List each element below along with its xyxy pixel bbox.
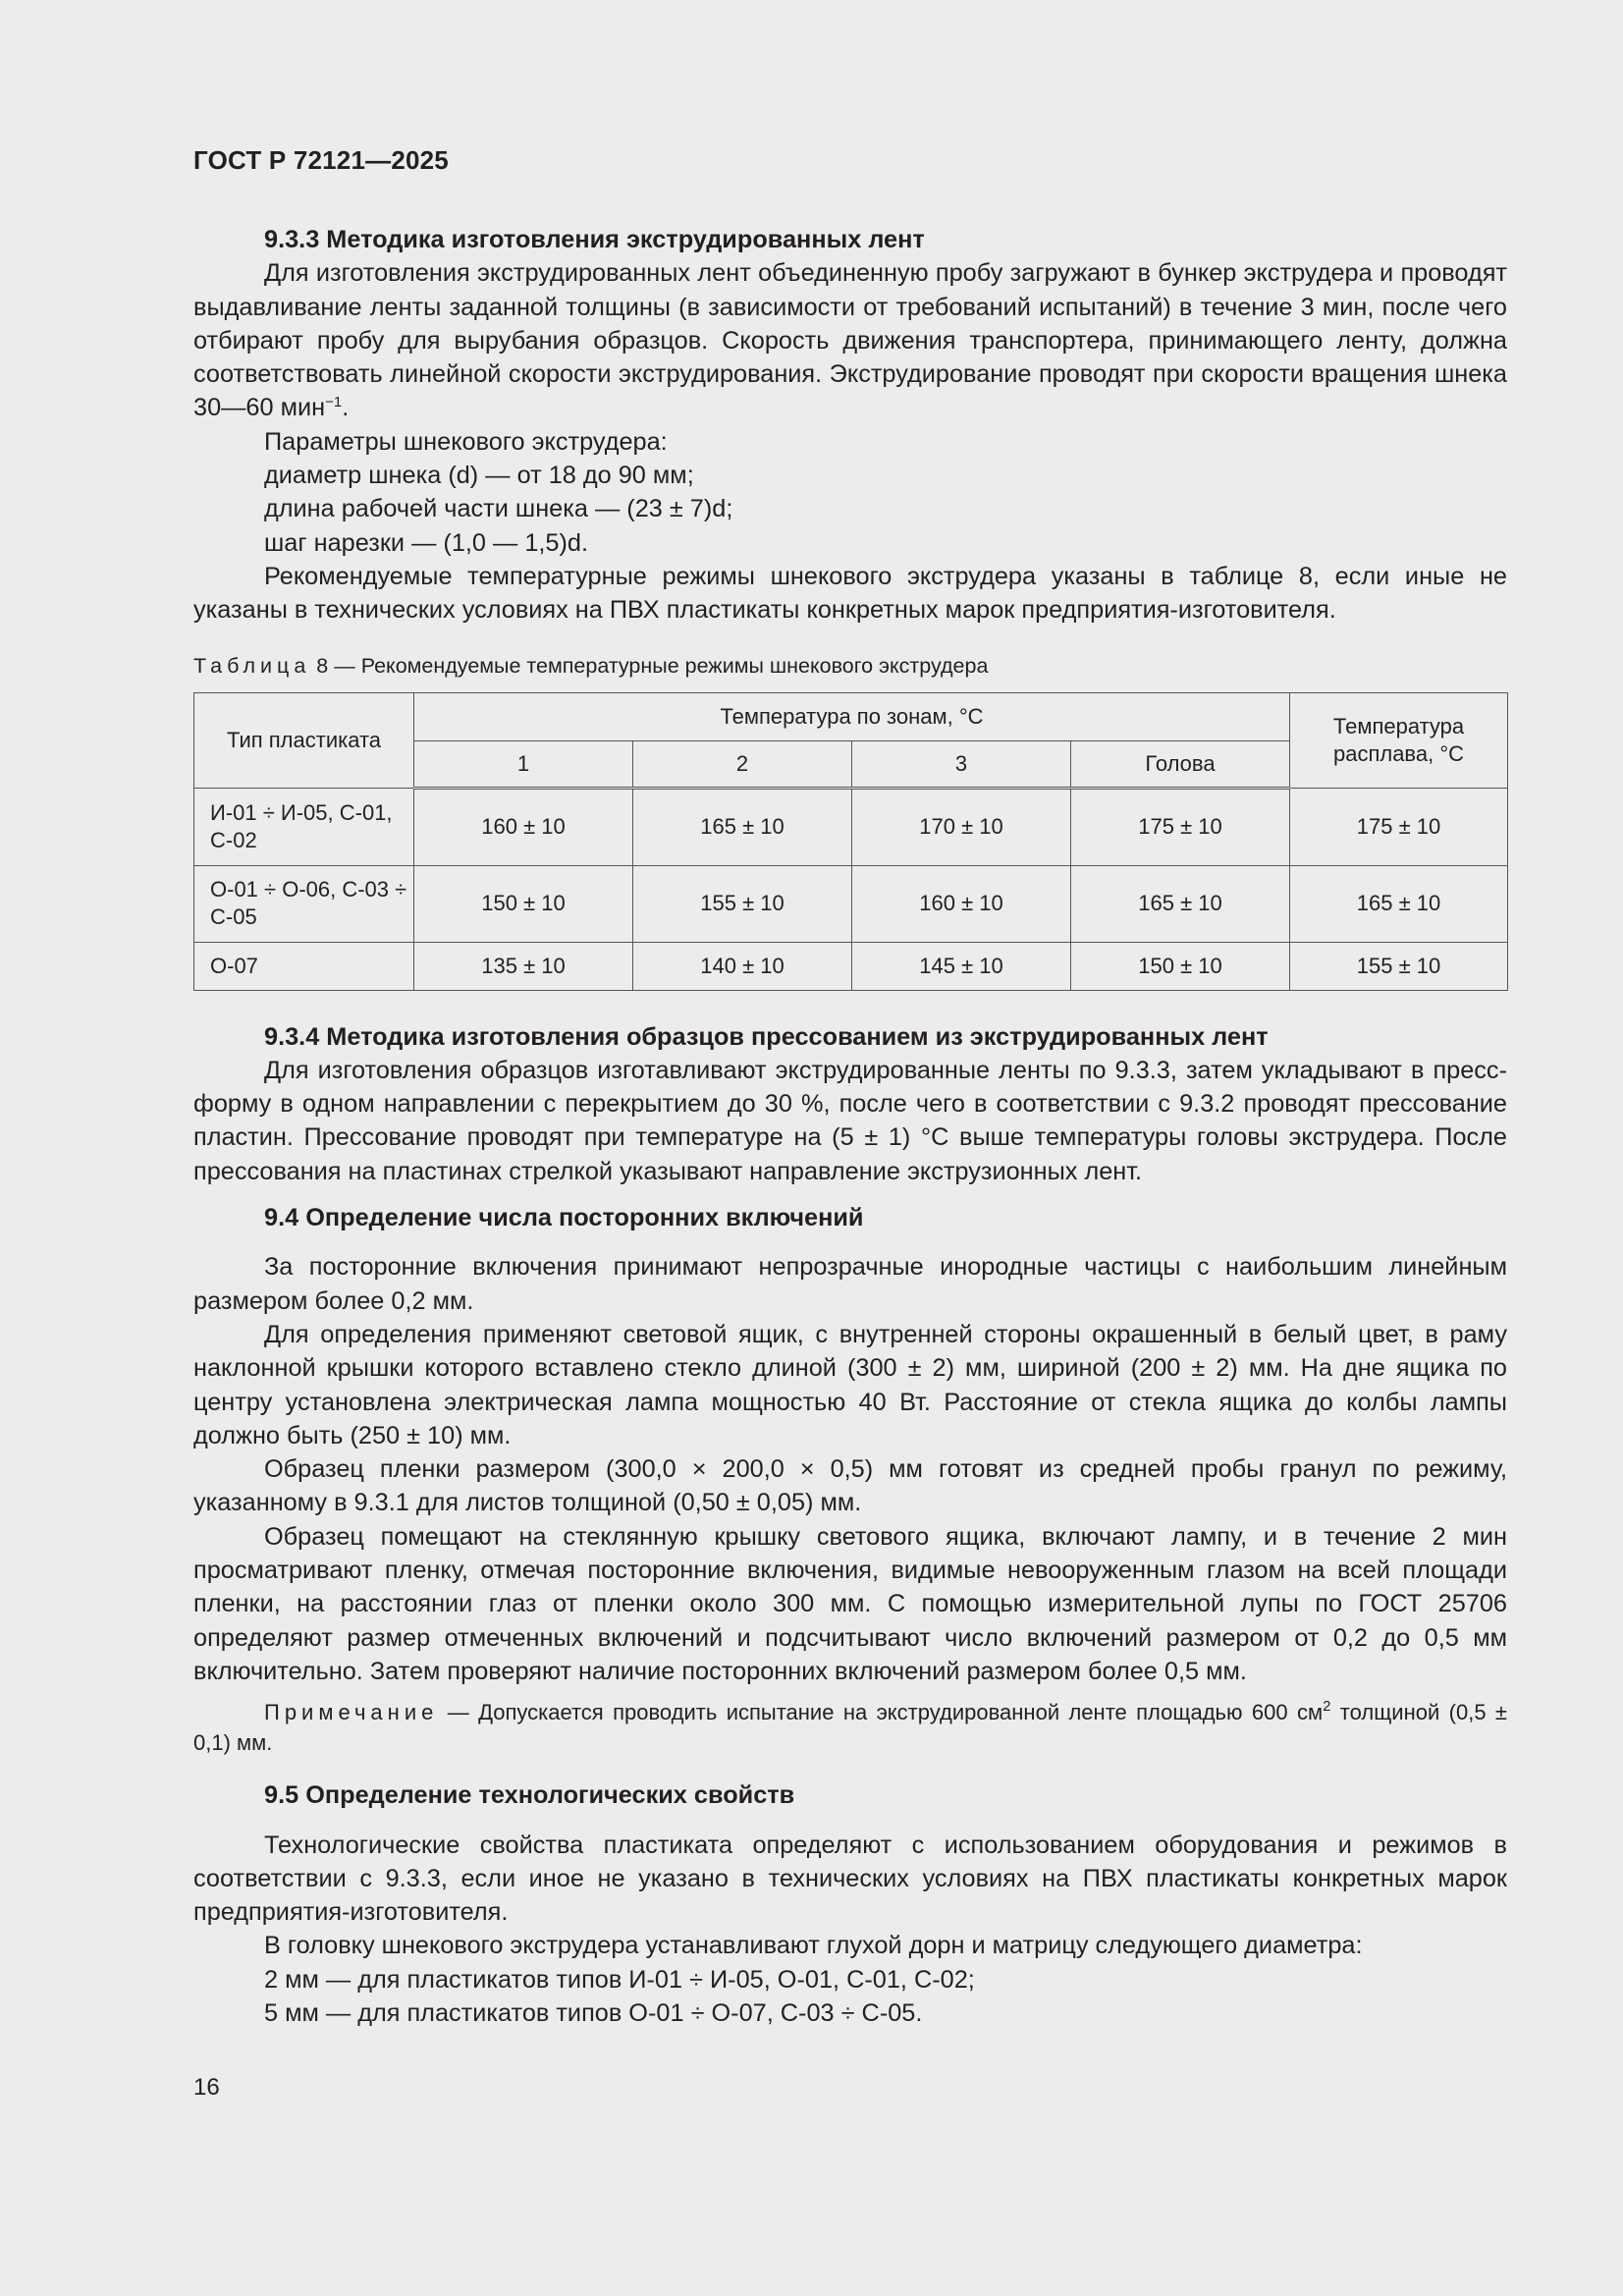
- header-zones: Температура по зонам, °С: [414, 692, 1290, 740]
- paragraph-9-5-1: Технологические свойства пластиката определяют с использованием оборудования и режимов в соответствии с 9.3.3, если иное не указано в технических условиях на ПВХ пластикаты конкретных марок предприятия-изготовителя.: [193, 1831, 1507, 1927]
- table-header-row: [194, 692, 1508, 740]
- cell-value: 135 ± 10: [414, 942, 633, 990]
- list-item-1: 2 мм — для пластикатов типов И-01 ÷ И-05, О-01, С-01, С-02;: [264, 1965, 975, 1994]
- note: [193, 1697, 1507, 1758]
- paragraph-9-4-2: Для определения применяют световой ящик, с внутренней стороны окрашенный в белый цвет, в раму наклонной крышки которого вставлено стекло длиной (300 ± 2) мм, шириной (200 ± 2) мм. На дне ящика по центру установлена электрическая лампа мощностью 40 Вт. Расстояние от стекла ящика до колбы лампы должно быть (250 ± 10) мм.: [193, 1320, 1507, 1449]
- paragraph-9-4-3: Образец пленки размером (300,0 × 200,0 × 0,5) мм готовят из средней пробы гранул по режиму, указанному в 9.3.1 для листов толщиной (0,50 ± 0,05) мм.: [193, 1455, 1507, 1517]
- cell-value: 175 ± 10: [1071, 788, 1290, 865]
- list-item-2: 5 мм — для пластикатов типов О-01 ÷ О-07, С-03 ÷ С-05.: [264, 1998, 923, 2027]
- cell-value: 155 ± 10: [1290, 942, 1508, 990]
- table-caption: [193, 652, 1507, 680]
- header-melt: Температура расплава, °С: [1290, 692, 1508, 788]
- document-header: ГОСТ Р 72121—2025: [193, 145, 449, 175]
- paragraph-end: .: [342, 394, 350, 422]
- page-content: [193, 223, 1507, 2030]
- cell-value: 145 ± 10: [852, 942, 1071, 990]
- cell-value: 170 ± 10: [852, 788, 1071, 865]
- param-item-1: диаметр шнека (d) — от 18 до 90 мм;: [264, 462, 694, 490]
- page-number: 16: [193, 2074, 220, 2101]
- table-8: [193, 692, 1508, 991]
- table-row: [194, 865, 1508, 942]
- cell-value: 165 ± 10: [633, 788, 852, 865]
- cell-value: 150 ± 10: [1071, 942, 1290, 990]
- table-row: [194, 788, 1508, 865]
- note-text: — Допускается проводить испытание на экструдированной ленте площадью 600 см: [438, 1700, 1324, 1725]
- param-item-2: длина рабочей части шнека — (23 ± 7)d;: [264, 495, 733, 523]
- table-caption-text: 8 — Рекомендуемые температурные режимы шнекового экструдера: [310, 653, 989, 678]
- section-title-9-4: 9.4 Определение числа посторонних включений: [264, 1204, 864, 1232]
- section-title-9-3-3: 9.3.3 Методика изготовления экструдированных лент: [264, 226, 925, 253]
- cell-type: И-01 ÷ И-05, С-01, С-02: [194, 788, 414, 865]
- header-zone-3: 3: [852, 740, 1071, 788]
- paragraph-9-4-4: Образец помещают на стеклянную крышку светового ящика, включают лампу, и в течение 2 мин просматривают пленку, отмечая посторонние включения, видимые невооруженным глазом на всей площади пленки, на расстоянии глаз от пленки около 300 мм. С помощью измерительной лупы по ГОСТ 25706 определяют размер отмеченных включений и подсчитывают число включений размером от 0,2 до 0,5 мм включительно. Затем проверяют наличие посторонних включений размером более 0,5 мм.: [193, 1522, 1507, 1685]
- cell-type: О-07: [194, 942, 414, 990]
- superscript: 2: [1323, 1698, 1331, 1716]
- cell-value: 155 ± 10: [633, 865, 852, 942]
- paragraph-text: Для изготовления экструдированных лент объединенную пробу загружают в бункер экструдера и проводят выдавливание ленты заданной толщины (в зависимости от требований испытаний) в течение 3 мин, после чего отбирают пробу для вырубания образцов. Скорость движения транспортера, принимающего ленту, должна соответствовать линейной скорости экструдирования. Экструдирование проводят при скорости вращения шнека 30—60 мин: [193, 259, 1507, 422]
- paragraph-9-3-4-1: Для изготовления образцов изготавливают экструдированные ленты по 9.3.3, затем укладывают в пресс-форму в одном направлении с перекрытием до 30 %, после чего в соответствии с 9.3.2 проводят прессование пластин. Прессование проводят при температуре на (5 ± 1) °С выше температуры головы экструдера. После прессования на пластинах стрелкой указывают направление экструзионных лент.: [193, 1056, 1507, 1185]
- paragraph-9-5-2: В головку шнекового экструдера устанавливают глухой дорн и матрицу следующего диаметра:: [264, 1932, 1363, 1960]
- paragraph-9-3-3-2: Рекомендуемые температурные режимы шнекового экструдера указаны в таблице 8, если иные не указаны в технических условиях на ПВХ пластикаты конкретных марок предприятия-изготовителя.: [193, 562, 1507, 625]
- cell-type: О-01 ÷ О-06, С-03 ÷ С-05: [194, 865, 414, 942]
- cell-value: 150 ± 10: [414, 865, 633, 942]
- cell-value: 165 ± 10: [1290, 865, 1508, 942]
- header-type: Тип пластиката: [194, 692, 414, 788]
- cell-value: 160 ± 10: [414, 788, 633, 865]
- cell-value: 175 ± 10: [1290, 788, 1508, 865]
- note-word: Примечание: [264, 1700, 439, 1725]
- cell-value: 165 ± 10: [1071, 865, 1290, 942]
- header-zone-head: Голова: [1071, 740, 1290, 788]
- section-title-9-3-4: 9.3.4 Методика изготовления образцов прессованием из экструдированных лент: [264, 1022, 1269, 1051]
- cell-value: 140 ± 10: [633, 942, 852, 990]
- table-row: [194, 942, 1508, 990]
- section-title-9-5: 9.5 Определение технологических свойств: [264, 1781, 795, 1810]
- cell-value: 160 ± 10: [852, 865, 1071, 942]
- header-zone-1: 1: [414, 740, 633, 788]
- paragraph-9-3-3-1: [193, 256, 1507, 424]
- params-title: Параметры шнекового экструдера:: [264, 427, 668, 456]
- note-end: толщиной (0,5 ± 0,1) мм.: [193, 1700, 1507, 1756]
- table-caption-word: Таблица: [193, 653, 311, 678]
- header-zone-2: 2: [633, 740, 852, 788]
- paragraph-9-4-1: За посторонние включения принимают непрозрачные инородные частицы с наибольшим линейным размером более 0,2 мм.: [193, 1253, 1507, 1315]
- param-item-3: шаг нарезки — (1,0 — 1,5)d.: [264, 528, 589, 557]
- superscript: −1: [325, 394, 343, 411]
